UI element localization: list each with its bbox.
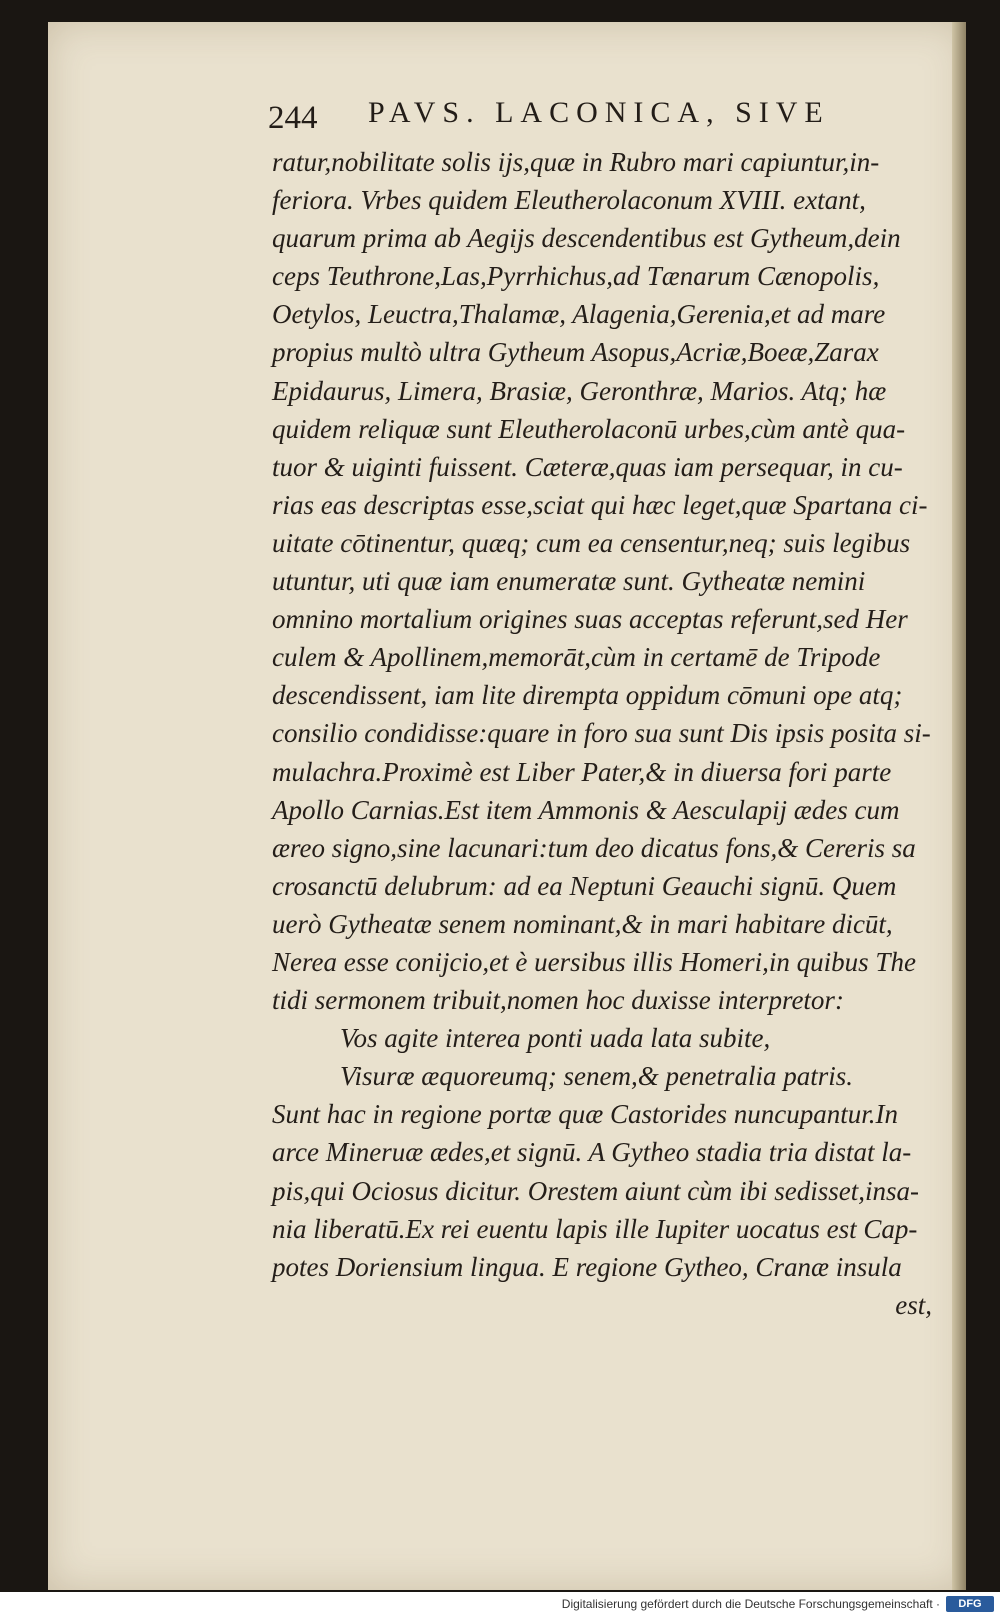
text-line: Apollo Carnias.Est item Ammonis & Aesculapij ædes cum — [272, 794, 900, 825]
text-line: quidem reliquæ sunt Eleutherolaconū urbes,cùm antè qua- — [272, 413, 906, 444]
verse-line: Vos agite interea ponti uada lata subite, — [340, 1023, 771, 1054]
page-edge — [952, 22, 966, 1590]
text-line: Nerea esse conijcio,et è uersibus illis Homeri,in quibus The — [272, 946, 916, 977]
text-line: omnino mortalium origines suas acceptas referunt,sed Her — [272, 604, 908, 635]
running-title: PAVS. LACONICA, SIVE — [368, 96, 830, 129]
text-line: propius multò ultra Gytheum Asopus,Acriæ,Boeæ,Zarax — [272, 337, 879, 368]
text-line: Sunt hac in regione portæ quæ Castorides nuncupantur.In — [272, 1099, 898, 1130]
text-line: uerò Gytheatæ senem nominant,& in mari habitare dicūt, — [272, 908, 893, 939]
text-line: arce Mineruæ ædes,et signū. A Gytheo stadia tria distat la- — [272, 1137, 912, 1168]
page-header — [268, 92, 908, 138]
text-line: Oetylos, Leuctra,Thalamæ, Alagenia,Gerenia,et ad mare — [272, 299, 886, 330]
body-text — [272, 143, 940, 1324]
text-line: ratur,nobilitate solis ijs,quæ in Rubro mari capiuntur,in- — [272, 147, 880, 177]
text-line: ceps Teuthrone,Las,Pyrrhichus,ad Tænarum Cænopolis, — [272, 261, 880, 292]
text-line: utuntur, uti quæ iam enumeratæ sunt. Gytheatæ nemini — [272, 566, 866, 597]
funding-notice: Digitalisierung gefördert durch die Deutsche Forschungsgemeinschaft · — [561, 1597, 940, 1611]
text-line: rias eas descriptas esse,sciat qui hæc leget,quæ Spartana ci- — [272, 489, 928, 520]
text-line: tuor & uiginti fuissent. Cæteræ,quas iam persequar, in cu- — [272, 451, 903, 482]
digitization-footer — [0, 1592, 1000, 1617]
text-line: potes Doriensium lingua. E regione Gytheo, Cranæ insula — [272, 1251, 902, 1282]
text-line: uitate cōtinentur, quæq; cum ea censentur,neq; suis legibus — [272, 527, 911, 558]
text-line: pis,qui Ociosus dicitur. Orestem aiunt cùm ibi sedisset,insa- — [272, 1175, 919, 1206]
text-line: descendissent, iam lite dirempta oppidum cōmuni ope atq; — [272, 680, 903, 711]
text-line: quarum prima ab Aegijs descendentibus est Gytheum,dein — [272, 223, 901, 254]
page-number: 244 — [268, 100, 318, 136]
dfg-logo: DFG — [946, 1596, 994, 1612]
text-line: Epidaurus, Limera, Brasiæ, Geronthræ, Marios. Atq; hæ — [272, 375, 887, 406]
text-line: culem & Apollinem,memorāt,cùm in certamē de Tripode — [272, 642, 881, 673]
text-line: crosanctū delubrum: ad ea Neptuni Geauchi signū. Quem — [272, 870, 897, 901]
text-line: nia liberatū.Ex rei euentu lapis ille Iupiter uocatus est Cap- — [272, 1213, 918, 1244]
verse-line: Visuræ æquoreumq; senem,& penetralia patris. — [340, 1061, 853, 1092]
text-line: æreo signo,sine lacunari:tum deo dicatus fons,& Cereris sa — [272, 832, 916, 863]
text-line: mulachra.Proximè est Liber Pater,& in diuersa fori parte — [272, 756, 892, 787]
catchword: est, — [895, 1289, 932, 1320]
text-line: tidi sermonem tribuit,nomen hoc duxisse interpretor: — [272, 985, 844, 1016]
text-line: feriora. Vrbes quidem Eleutherolaconum XVIII. extant, — [272, 185, 866, 216]
text-line: consilio condidisse:quare in foro sua sunt Dis ipsis posita si- — [272, 718, 931, 749]
